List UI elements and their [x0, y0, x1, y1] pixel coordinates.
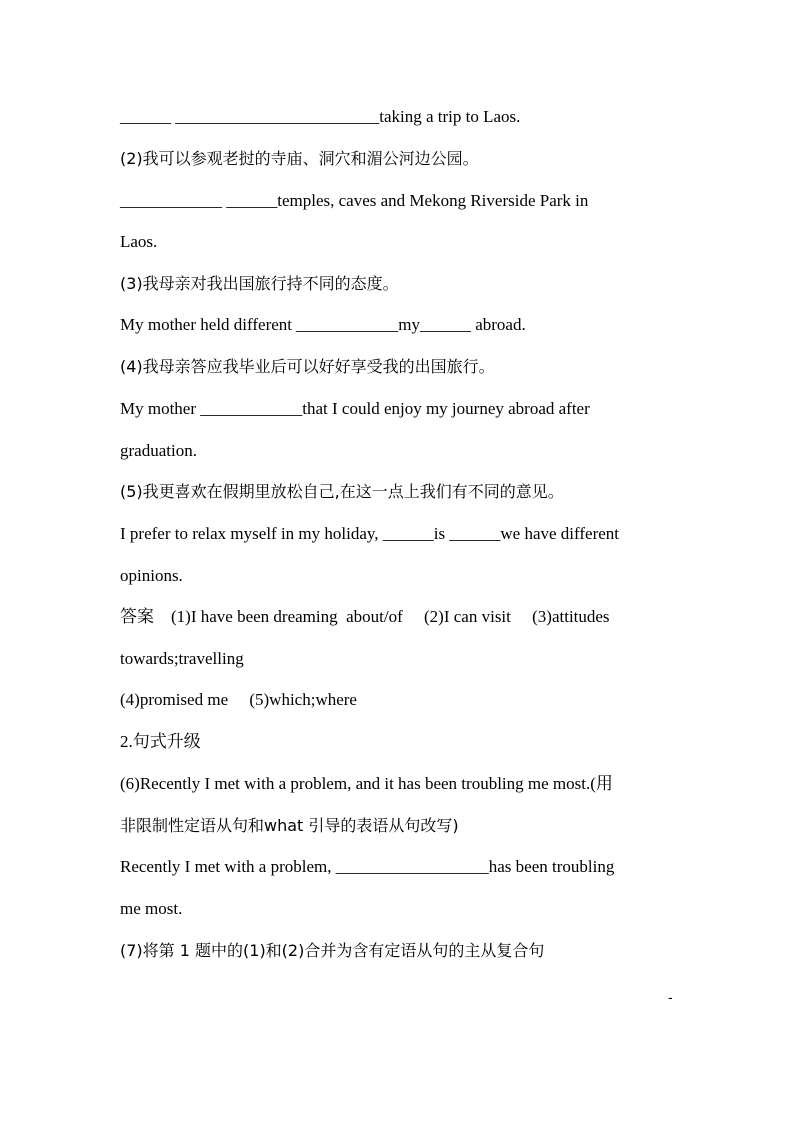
page-footer-mark: - [668, 989, 673, 1005]
text-line-21: (7)将第 1 题中的(1)和(2)合并为含有定语从句的主从复合句 [120, 941, 545, 960]
text-line-9: graduation. [120, 441, 197, 460]
text-line-6: My mother held different ____________my______ abroad. [120, 315, 526, 334]
answer-line-1: 答案 (1)I have been dreaming about/of (2)I can visit (3)attitudes [120, 607, 610, 626]
text-line-7: (4)我母亲答应我毕业后可以好好享受我的出国旅行。 [120, 357, 495, 376]
answer-line-2: towards;travelling [120, 649, 244, 668]
text-line-12: opinions. [120, 566, 183, 585]
answer-line-3: (4)promised me (5)which;where [120, 690, 357, 709]
text-line-4: Laos. [120, 232, 158, 251]
text-line-17: (6)Recently I met with a problem, and it has been troubling me most.(用 [120, 774, 613, 793]
text-line-10: (5)我更喜欢在假期里放松自己,在这一点上我们有不同的意见。 [120, 482, 564, 501]
text-line-1: ______ ________________________taking a trip to Laos. [120, 107, 521, 126]
text-line-8: My mother ____________that I could enjoy my journey abroad after [120, 399, 590, 418]
text-line-3: ____________ ______temples, caves and Mekong Riverside Park in [120, 191, 589, 210]
text-line-2: (2)我可以参观老挝的寺庙、洞穴和湄公河边公园。 [120, 149, 479, 168]
text-line-20: me most. [120, 899, 183, 918]
text-line-19: Recently I met with a problem, __________________has been troubling [120, 857, 615, 876]
text-line-11: I prefer to relax myself in my holiday, ______is ______we have different [120, 524, 620, 543]
text-line-5: (3)我母亲对我出国旅行持不同的态度。 [120, 274, 399, 293]
text-line-18: 非限制性定语从句和what 引导的表语从句改写) [120, 816, 459, 835]
section-heading: 2.句式升级 [120, 732, 201, 751]
